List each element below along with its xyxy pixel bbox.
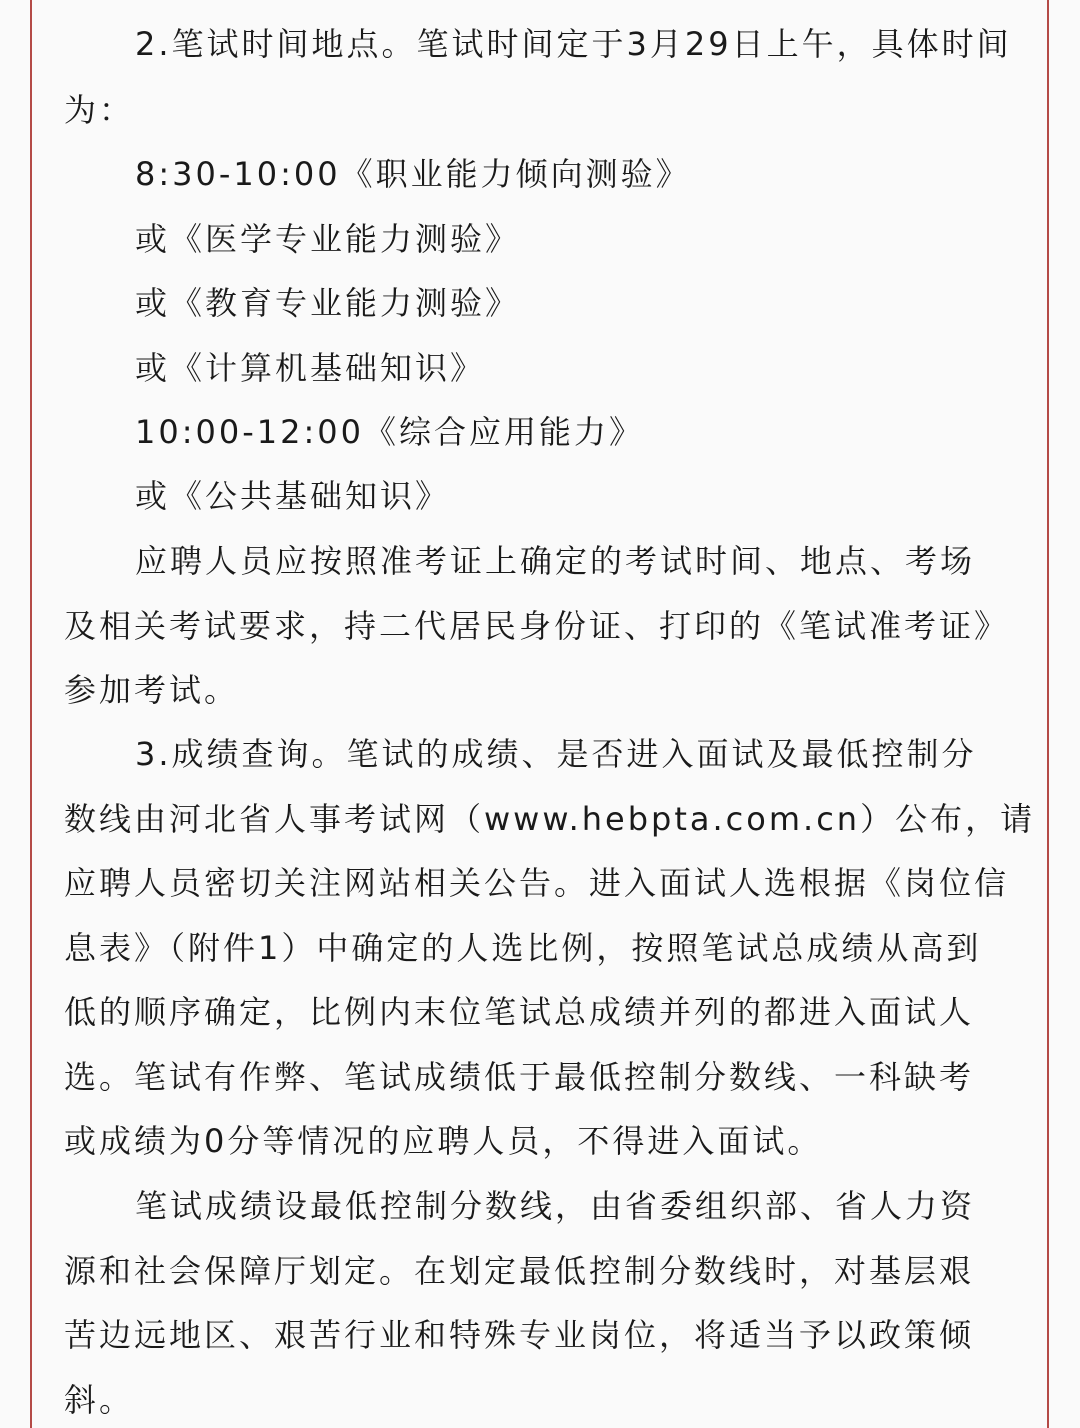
text-line: 8:30-10:00《职业能力倾向测验》 (135, 155, 691, 193)
text-line: 苦边远地区、艰苦行业和特殊专业岗位，将适当予以政策倾 (64, 1316, 975, 1354)
text-line: 斜。 (64, 1381, 135, 1419)
text-line: 低的顺序确定，比例内末位笔试总成绩并列的都进入面试人 (64, 993, 975, 1031)
text-line: 为： (64, 91, 135, 129)
text-line: 参加考试。 (64, 671, 240, 709)
text-line: 3.成绩查询。笔试的成绩、是否进入面试及最低控制分 (135, 735, 977, 773)
text-line: 息表》（附件1）中确定的人选比例，按照笔试总成绩从高到 (64, 929, 982, 967)
text-line: 或《计算机基础知识》 (135, 349, 486, 387)
text-line: 选。笔试有作弊、笔试成绩低于最低控制分数线、一科缺考 (64, 1058, 975, 1096)
left-border-line (30, 0, 32, 1428)
text-line: 笔试成绩设最低控制分数线，由省委组织部、省人力资 (135, 1187, 976, 1225)
text-line: 或《教育专业能力测验》 (135, 284, 521, 322)
text-line: 或《医学专业能力测验》 (135, 220, 521, 258)
right-border-line (1047, 0, 1049, 1428)
text-line: 10:00-12:00《综合应用能力》 (135, 413, 644, 451)
text-line: 及相关考试要求，持二代居民身份证、打印的《笔试准考证》 (64, 607, 1010, 645)
text-line: 应聘人员密切关注网站相关公告。进入面试人选根据《岗位信 (64, 864, 1010, 902)
text-line: 源和社会保障厅划定。在划定最低控制分数线时，对基层艰 (64, 1252, 975, 1290)
text-line: 应聘人员应按照准考证上确定的考试时间、地点、考场 (135, 542, 976, 580)
text-line: 或成绩为0分等情况的应聘人员，不得进入面试。 (64, 1122, 823, 1160)
text-line: 数线由河北省人事考试网（www.hebpta.com.cn）公布，请 (64, 800, 1036, 838)
text-line: 2.笔试时间地点。笔试时间定于3月29日上午，具体时间 (135, 25, 1012, 63)
text-line: 或《公共基础知识》 (135, 477, 451, 515)
